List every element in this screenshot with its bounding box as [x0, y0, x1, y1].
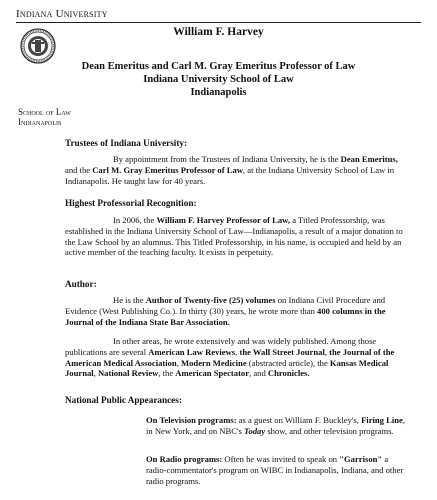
bold-run: Kansas Medical Journal: [65, 357, 389, 379]
bold-run: American Law Reviews: [148, 346, 236, 357]
text-run: , at the Indiana University School of Law in Indianapolis. He taught law for 40 years.: [65, 164, 395, 186]
text-run: as a guest on William F. Buckley's,: [236, 415, 362, 425]
trustees-paragraph: [65, 154, 403, 186]
title-block: [0, 60, 437, 99]
text-run: ,: [324, 346, 330, 357]
bold-run: Carl M. Gray Emeritus Professor of Law: [92, 164, 243, 175]
title-line-2: Indiana University School of Law: [143, 74, 294, 85]
recognition-paragraph: [65, 215, 403, 258]
text-run: , the: [158, 368, 176, 379]
title-line-1: Dean Emeritus and Carl M. Gray Emeritus Professor of Law: [81, 61, 356, 72]
text-run: He is the: [113, 295, 146, 305]
school-label: [18, 107, 71, 127]
text-run: , in New York, and on NBC's: [146, 415, 405, 436]
recognition-heading: Highest Professorial Recognition:: [65, 198, 197, 208]
bold-run: Modern Medicine: [181, 357, 247, 368]
header-rule: [16, 22, 421, 23]
author-paragraph-1: [65, 295, 403, 327]
bold-run: "Garrison": [339, 454, 383, 464]
bold-run: the Wall Street Journal: [239, 346, 325, 357]
bold-run: Chronicles.: [267, 368, 310, 379]
text-run: and the: [65, 164, 93, 175]
appearances-heading: National Public Appearances:: [65, 395, 182, 405]
radio-paragraph: [146, 454, 406, 486]
text-run: ,: [93, 368, 98, 379]
text-run: on Indiana Civil Procedure and Evidence (West Publishing Co.). In thirty (30) years, he wrote more than: [65, 295, 386, 316]
television-paragraph: [146, 415, 406, 437]
text-run: In other areas, he wrote extensively and was widely published. Among those publications are several: [65, 336, 377, 357]
author-heading: Author:: [65, 279, 97, 289]
bold-run: American Spectator: [175, 368, 250, 379]
text-run: Often he was invited to speak on: [222, 454, 340, 464]
text-run: In 2006, the: [113, 215, 157, 225]
bold-run: On Television programs:: [146, 415, 237, 425]
text-run: ,: [176, 357, 181, 368]
author-paragraph-2: [65, 336, 403, 379]
bold-run: 400 columns in the Journal of the Indiana State Bar Association.: [65, 305, 386, 327]
bold-run: Dean Emeritus,: [340, 154, 398, 164]
bold-run: On Radio programs:: [146, 454, 223, 464]
text-run: , and: [249, 368, 268, 379]
italic-run: Today: [244, 425, 266, 436]
text-run: (abstracted article), the: [246, 357, 330, 368]
text-run: a Titled Professorship, was established in the Indiana University School of Law—Indianapolis, a result of a major donation to the Law School by an alumnus. This Titled Professorship, in his name, is occupied and held by an active member of the teaching faculty. It exists in perpetuity.: [65, 215, 403, 258]
bold-run: Firing Line: [361, 415, 403, 425]
bold-run: the Journal of the American Medical Association: [65, 346, 395, 368]
text-run: show, and other television programs.: [265, 425, 394, 436]
bold-run: National Review: [97, 368, 159, 379]
title-line-3: Indianapolis: [190, 87, 247, 98]
text-run: By appointment from the Trustees of Indiana University, he is the: [113, 154, 341, 164]
text-run: ,: [235, 346, 240, 357]
bold-run: William F. Harvey Professor of Law,: [156, 215, 291, 225]
school-label-line-1: School of Law: [18, 107, 71, 117]
trustees-heading: Trustees of Indiana University:: [65, 138, 188, 148]
bold-run: Author of Twenty-five (25) volumes: [145, 295, 276, 305]
person-name: William F. Harvey: [173, 26, 264, 38]
university-header: Indiana University: [16, 8, 108, 20]
text-run: a radio-commentator's program on WIBC in Indianapolis, Indiana, and other radio programs.: [146, 454, 404, 486]
school-label-line-2: Indianapolis: [18, 117, 62, 127]
